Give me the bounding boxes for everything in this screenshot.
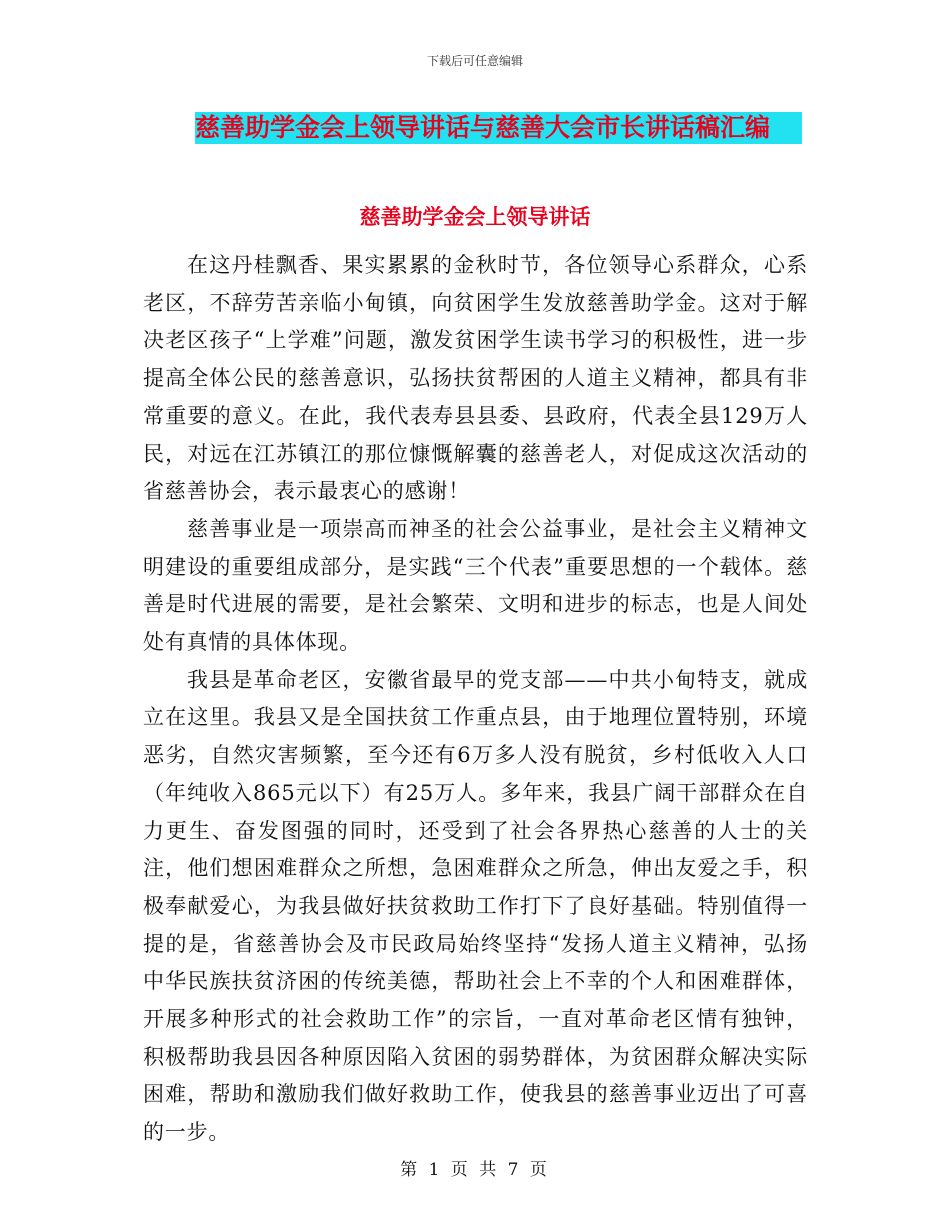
paragraph-1: 在这丹桂飘香、果实累累的金秋时节，各位领导心系群众，心系老区，不辞劳苦亲临小甸镇，向贫困学生发放慈善助学金。这对于解决老区孩子“上学难”问题，激发贫困学生读书学习的积极性，进一步提高全体公民的慈善意识，弘扬扶贫帮困的人道主义精神，都具有非常重要的意义。在此，我代表寿县县委、县政府，代表全县129万人民，对远在江苏镇江的那位慷慨解囊的慈善老人，对促成这次活动的省慈善协会，表示最衷心的感谢！ bbox=[143, 253, 808, 504]
page-number-footer: 第 1 页 共 7 页 bbox=[400, 1160, 550, 1180]
document-body bbox=[143, 247, 808, 1152]
header-note: 下载后可任意编辑 bbox=[426, 54, 523, 68]
paragraph-2: 慈善事业是一项崇高而神圣的社会公益事业，是社会主义精神文明建设的重要组成部分，是实践“三个代表”重要思想的一个载体。慈善是时代进展的需要，是社会繁荣、文明和进步的标志，也是人间处处有真情的具体体现。 bbox=[143, 516, 808, 655]
section-title: 慈善助学金会上领导讲话 bbox=[359, 205, 591, 229]
paragraph-3: 我县是革命老区，安徽省最早的党支部——中共小甸特支，就成立在这里。我县又是全国扶贫工作重点县，由于地理位置特别，环境恶劣，自然灾害频繁，至今还有6万多人没有脱贫，乡村低收入人口（年纯收入865元以下）有25万人。多年来，我县广阔干部群众在自力更生、奋发图强的同时，还受到了社会各界热心慈善的人士的关注，他们想困难群众之所想，急困难群众之所急，伸出友爱之手，积极奉献爱心，为我县做好扶贫救助工作打下了良好基础。特别值得一提的是，省慈善协会及市民政局始终坚持“发扬人道主义精神，弘扬中华民族扶贫济困的传统美德，帮助社会上不幸的个人和困难群体，开展多种形式的社会救助工作”的宗旨，一直对革命老区情有独钟，积极帮助我县因各种原因陷入贫困的弱势群体，为贫困群众解决实际困难，帮助和激励我们做好救助工作，使我县的慈善事业迈出了可喜的一步。 bbox=[143, 667, 808, 1145]
document-main-title: 慈善助学金会上领导讲话与慈善大会市长讲话稿汇编 bbox=[195, 112, 802, 144]
